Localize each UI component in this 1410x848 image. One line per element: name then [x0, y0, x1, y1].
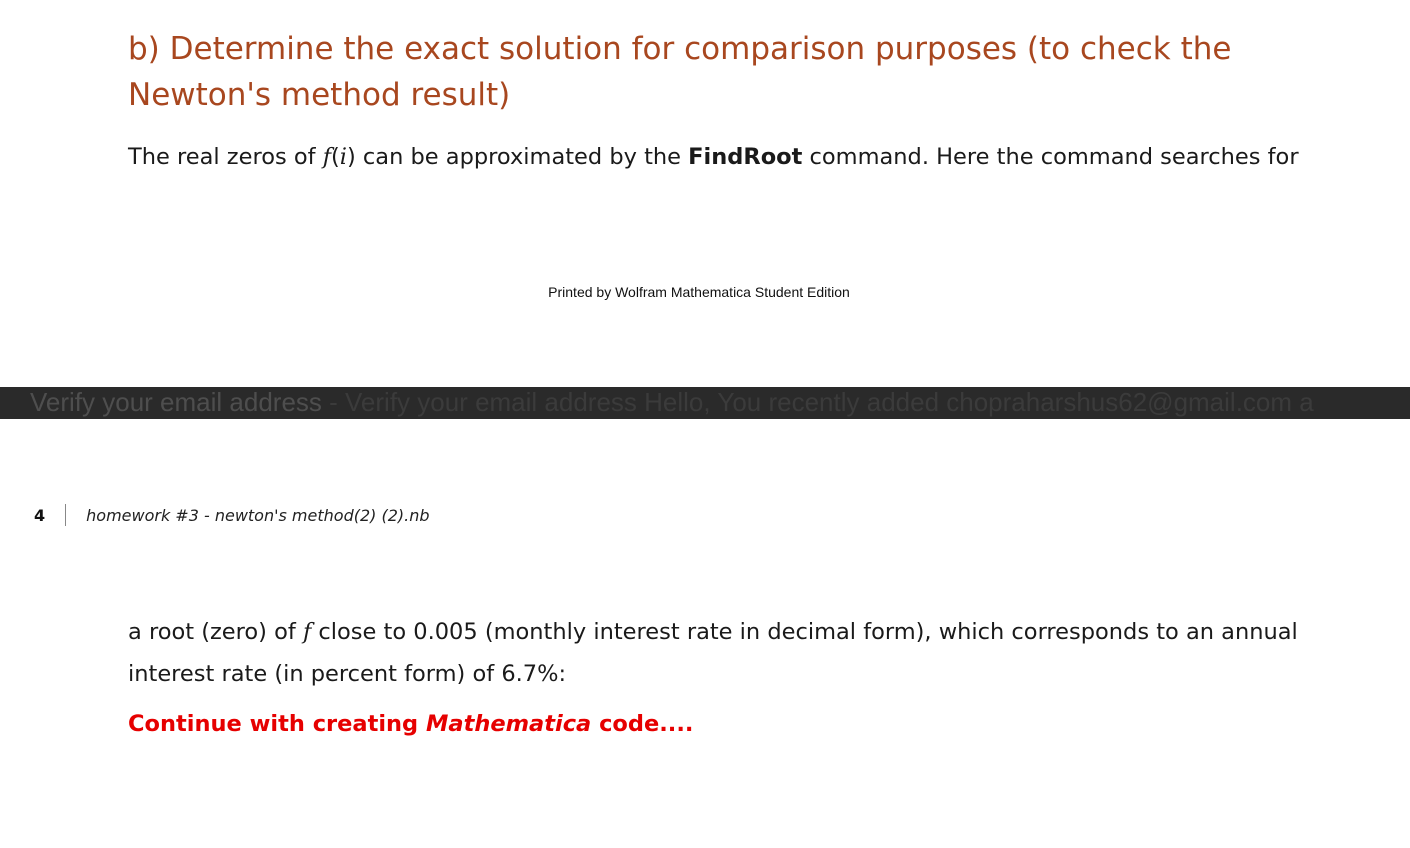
header-divider: [65, 504, 66, 526]
root-description-paragraph: [128, 611, 1388, 695]
notebook-file-name: homework #3 - newton's method(2) (2).nb: [86, 505, 430, 525]
paragraph-text: can be approximated by the: [355, 144, 689, 170]
close-paren: ): [347, 144, 356, 170]
notification-subject[interactable]: Verify your email address: [30, 387, 322, 417]
notification-separator: -: [321, 387, 346, 417]
page-number: 4: [34, 505, 46, 525]
paragraph-text: a root (zero) of: [128, 619, 303, 645]
printed-by-footer: Printed by Wolfram Mathematica Student Edition: [548, 284, 850, 300]
paragraph-line: [128, 611, 1388, 653]
instruction-text: Continue with creating: [128, 711, 426, 737]
open-paren: (: [331, 144, 340, 170]
section-heading: b) Determine the exact solution for comparison purposes (to check the Newton's method result): [128, 31, 1232, 113]
continue-instruction: [128, 705, 693, 743]
notification-preview[interactable]: Verify your email address Hello, You recently added chopraharshus62@gmail.com a: [345, 387, 1314, 417]
function-symbol: f: [302, 619, 312, 645]
page-header: [34, 503, 430, 527]
email-notification-bar[interactable]: [0, 387, 1410, 419]
variable-symbol: i: [339, 144, 347, 170]
paragraph-line: interest rate (in percent form) of 6.7%:: [128, 661, 567, 687]
paragraph-text: command. Here the command searches for: [802, 144, 1299, 170]
mathematica-name: Mathematica: [426, 711, 592, 737]
paragraph-text: The real zeros of: [128, 144, 323, 170]
findroot-paragraph: [128, 136, 1388, 178]
function-symbol: f: [322, 144, 332, 170]
instruction-text: code....: [591, 711, 694, 737]
findroot-command: FindRoot: [688, 144, 803, 170]
paragraph-text: close to 0.005 (monthly interest rate in decimal form), which corresponds to an annual: [311, 619, 1298, 645]
